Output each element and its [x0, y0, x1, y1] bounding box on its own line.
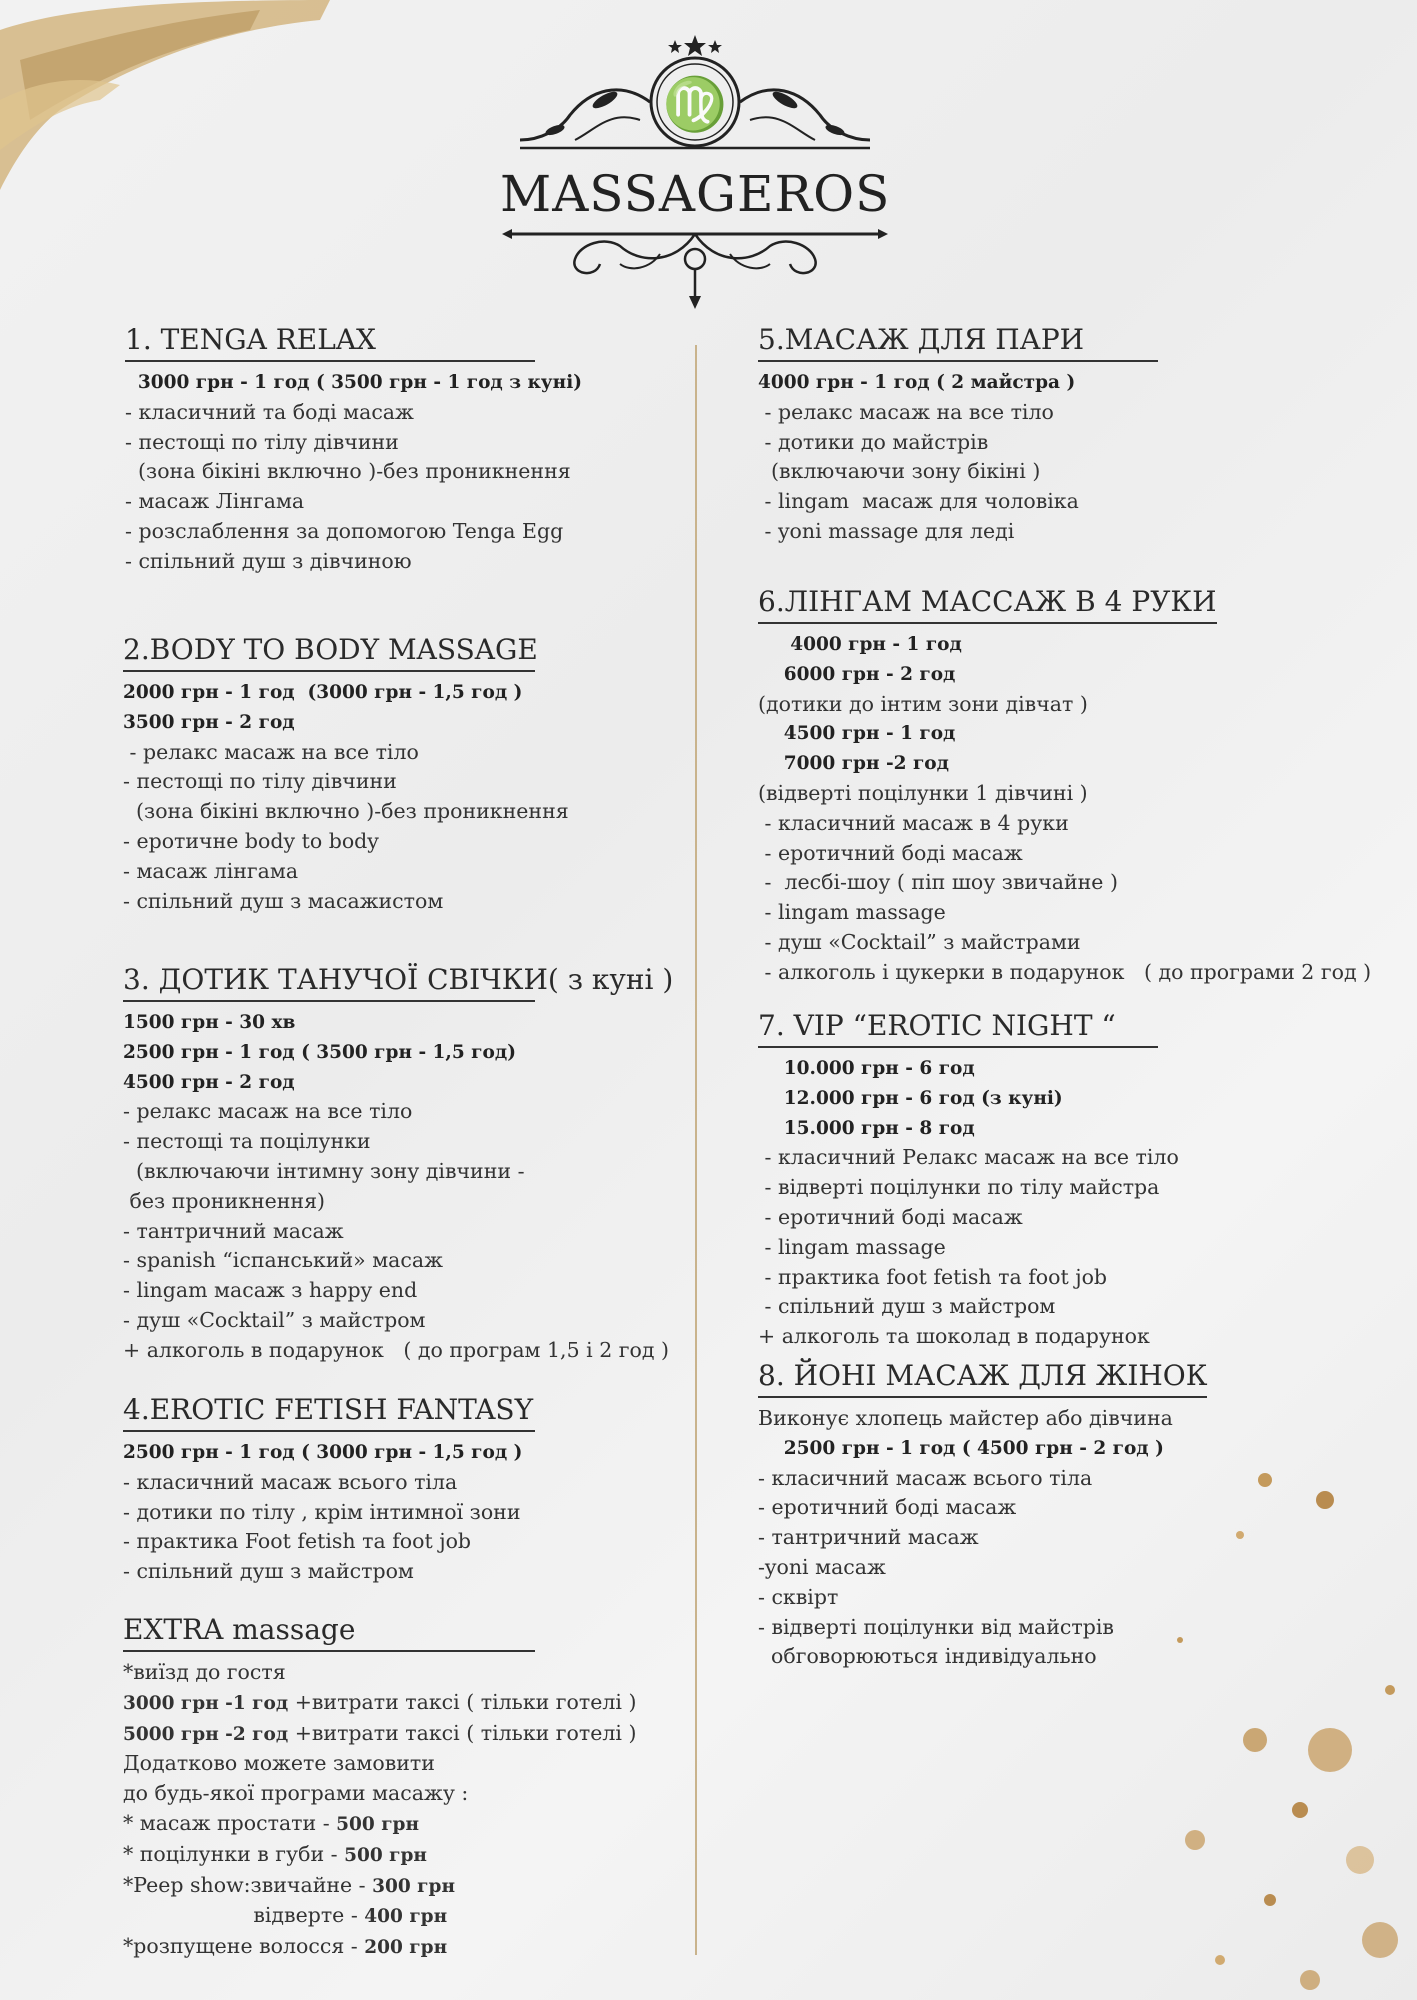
feature-line: - класичний масаж всього тіла: [758, 1465, 1093, 1490]
section-title: 3. ДОТИК ТАНУЧОЇ СВІЧКИ( з куні ): [123, 962, 535, 1002]
feature-line: + алкоголь в подарунок ( до програм 1,5 і 2 год ): [123, 1337, 669, 1362]
section-couples-massage: [758, 322, 1158, 547]
section-vip-erotic-night: [758, 1008, 1179, 1352]
feature-line: - релакс масаж на все тіло: [758, 399, 1054, 424]
feature-line: (включаючи зону бікіні ): [758, 459, 1041, 484]
price-line: 3000 грн - 1 год ( 3500 грн - 1 год з куні): [125, 372, 582, 393]
section-tenga-relax: [125, 322, 582, 577]
price-line: 1500 грн - 30 хв: [123, 1012, 296, 1033]
feature-line: - відверті поцілунки по тілу майстра: [758, 1175, 1160, 1200]
price-line: 12.000 грн - 6 год (з куні): [758, 1087, 1063, 1109]
feature-line: - практика Foot fetish та foot job: [123, 1529, 472, 1554]
feature-line: - спільний душ з майстром: [758, 1294, 1056, 1319]
feature-line: - lingam massage: [758, 1234, 946, 1259]
feature-line: без проникнення): [123, 1188, 326, 1213]
feature-line: - класичний та боді масаж: [125, 399, 414, 424]
feature-line: - дотики до майстрів: [758, 429, 989, 454]
feature-line: (дотики до інтим зони дівчат ): [758, 691, 1088, 716]
feature-line: - класичний Релакс масаж на все тіло: [758, 1145, 1179, 1170]
feature-line: - спільний душ з майстром: [123, 1559, 414, 1584]
feature-line: - відверті поцілунки від майстрів: [758, 1614, 1114, 1639]
feature-line: (включаючи інтимну зону дівчини -: [123, 1158, 525, 1183]
section-extra-massage: [123, 1612, 637, 1963]
section-title: 5.МАСАЖ ДЛЯ ПАРИ: [758, 322, 1158, 362]
feature-line: *виїзд до гостя: [123, 1660, 286, 1684]
price-line: 6000 грн - 2 год: [758, 663, 956, 685]
feature-line: - еротичний боді масаж: [758, 1495, 1017, 1520]
price-line: 4000 грн - 1 год: [758, 634, 962, 655]
section-title: 7. VIP “EROTIC NIGHT “: [758, 1008, 1158, 1048]
feature-line: - пестощі по тілу дівчини: [123, 769, 397, 794]
feature-line: - душ «Cocktail” з майстрами: [758, 929, 1081, 954]
feature-line: - класичний масаж в 4 руки: [758, 810, 1069, 835]
feature-line: - душ «Cocktail” з майстром: [123, 1307, 426, 1332]
section-title: EXTRA massage: [123, 1612, 535, 1652]
brand-name: MASSAGEROS: [500, 165, 891, 223]
section-title: 2.BODY TO BODY MASSAGE: [123, 632, 535, 672]
section-title: 6.ЛІНГАМ МАССАЖ В 4 РУКИ: [758, 584, 1217, 624]
price-line: 10.000 грн - 6 год: [758, 1058, 975, 1079]
feature-line: - пестощі та поцілунки: [123, 1129, 371, 1154]
column-divider: [695, 345, 697, 1955]
addon-line: * поцілунки в губи - 500 грн: [123, 1841, 427, 1866]
feature-line: + алкоголь та шоколад в подарунок: [758, 1324, 1150, 1349]
feature-line: - yoni massage для леді: [758, 518, 1015, 543]
feature-line: - спільний душ з дівчиною: [125, 548, 412, 573]
feature-line: - spanish “іспанський» масаж: [123, 1248, 443, 1273]
section-lingam-4-hands: [758, 584, 1378, 988]
feature-line: - релакс масаж на все тіло: [123, 1099, 413, 1124]
price-line: 2500 грн - 1 год ( 4500 грн - 2 год ): [758, 1437, 1164, 1459]
feature-line: - тантричний масаж: [123, 1218, 344, 1243]
price-line: 2500 грн - 1 год ( 3500 грн - 1,5 год): [123, 1041, 516, 1063]
price-line: 5000 грн -2 год +витрати таксі ( тільки готелі ): [123, 1720, 637, 1745]
feature-line: - пестощі по тілу дівчини: [125, 429, 399, 454]
feature-line: - практика foot fetish та foot job: [758, 1264, 1108, 1289]
emblem-ornament-icon: [500, 30, 890, 160]
feature-line: (зона бікіні включно )-без проникнення: [123, 799, 569, 824]
price-line: 15.000 грн - 8 год: [758, 1117, 975, 1139]
feature-line: - lingam масаж для чоловіка: [758, 489, 1079, 514]
feature-line: - масаж Лінгама: [125, 489, 305, 514]
price-line: 4500 грн - 1 год: [758, 723, 956, 745]
emblem-glyph: ♍: [662, 75, 728, 135]
feature-line: - тантричний масаж: [758, 1525, 979, 1550]
section-title: 4.EROTIC FETISH FANTASY: [123, 1392, 535, 1432]
ornament-divider-icon: [500, 224, 890, 314]
feature-line: - еротичне body to body: [123, 828, 379, 853]
feature-line: (відверті поцілунки 1 дівчині ): [758, 780, 1088, 805]
feature-line: (зона бікіні включно )-без проникнення: [125, 459, 571, 484]
addon-line: відверте - 400 грн: [123, 1903, 448, 1928]
price-line: 4000 грн - 1 год ( 2 майстра ): [758, 372, 1076, 393]
price-line: 2500 грн - 1 год ( 3000 грн - 1,5 год ): [123, 1442, 523, 1463]
addon-line: *Peep show:звичайне - 300 грн: [123, 1872, 455, 1897]
section-yoni-massage: [758, 1358, 1218, 1672]
gold-brush-top-left: [0, 0, 340, 200]
brand-logo: [500, 30, 890, 318]
feature-line: Виконує хлопець майстер або дівчина: [758, 1406, 1173, 1430]
price-line: 4500 грн - 2 год: [123, 1071, 295, 1093]
feature-line: - еротичний боді масаж: [758, 1204, 1023, 1229]
feature-line: - lingam масаж з happy end: [123, 1278, 418, 1303]
addon-line: * масаж простати - 500 грн: [123, 1810, 420, 1835]
feature-line: - алкоголь і цукерки в подарунок ( до програми 2 год ): [758, 959, 1372, 984]
feature-line: до будь-якої програми масажу :: [123, 1781, 469, 1806]
section-body-to-body: [123, 632, 569, 916]
addon-line: *розпущене волосся - 200 грн: [123, 1934, 448, 1959]
price-line: 7000 грн -2 год: [758, 753, 949, 775]
price-line: 3500 грн - 2 год: [123, 711, 295, 733]
price-line: 2000 грн - 1 год (3000 грн - 1,5 год ): [123, 682, 523, 703]
feature-line: - масаж лінгама: [123, 858, 299, 883]
feature-line: - еротичний боді масаж: [758, 840, 1023, 865]
feature-line: - розслаблення за допомогою Tenga Egg: [125, 518, 564, 543]
feature-line: - лесбі-шоу ( піп шоу звичайне ): [758, 870, 1118, 895]
feature-line: - дотики по тілу , крім інтимної зони: [123, 1499, 521, 1524]
price-line: 3000 грн -1 год +витрати таксі ( тільки готелі ): [123, 1689, 637, 1714]
feature-line: - lingam massage: [758, 900, 946, 925]
section-erotic-fetish: [123, 1392, 535, 1587]
feature-line: Додатково можете замовити: [123, 1751, 435, 1776]
feature-line: - сквірт: [758, 1584, 839, 1609]
feature-line: - спільний душ з масажистом: [123, 888, 444, 913]
feature-line: - класичний масаж всього тіла: [123, 1469, 458, 1494]
section-candle-touch: [123, 962, 674, 1366]
feature-line: -yoni масаж: [758, 1554, 886, 1579]
feature-line: - релакс масаж на все тіло: [123, 739, 419, 764]
feature-line: обговорюються індивідуально: [758, 1644, 1097, 1669]
section-title: 8. ЙОНІ МАСАЖ ДЛЯ ЖІНОК: [758, 1358, 1207, 1398]
section-title: 1. TENGA RELAX: [125, 322, 535, 362]
